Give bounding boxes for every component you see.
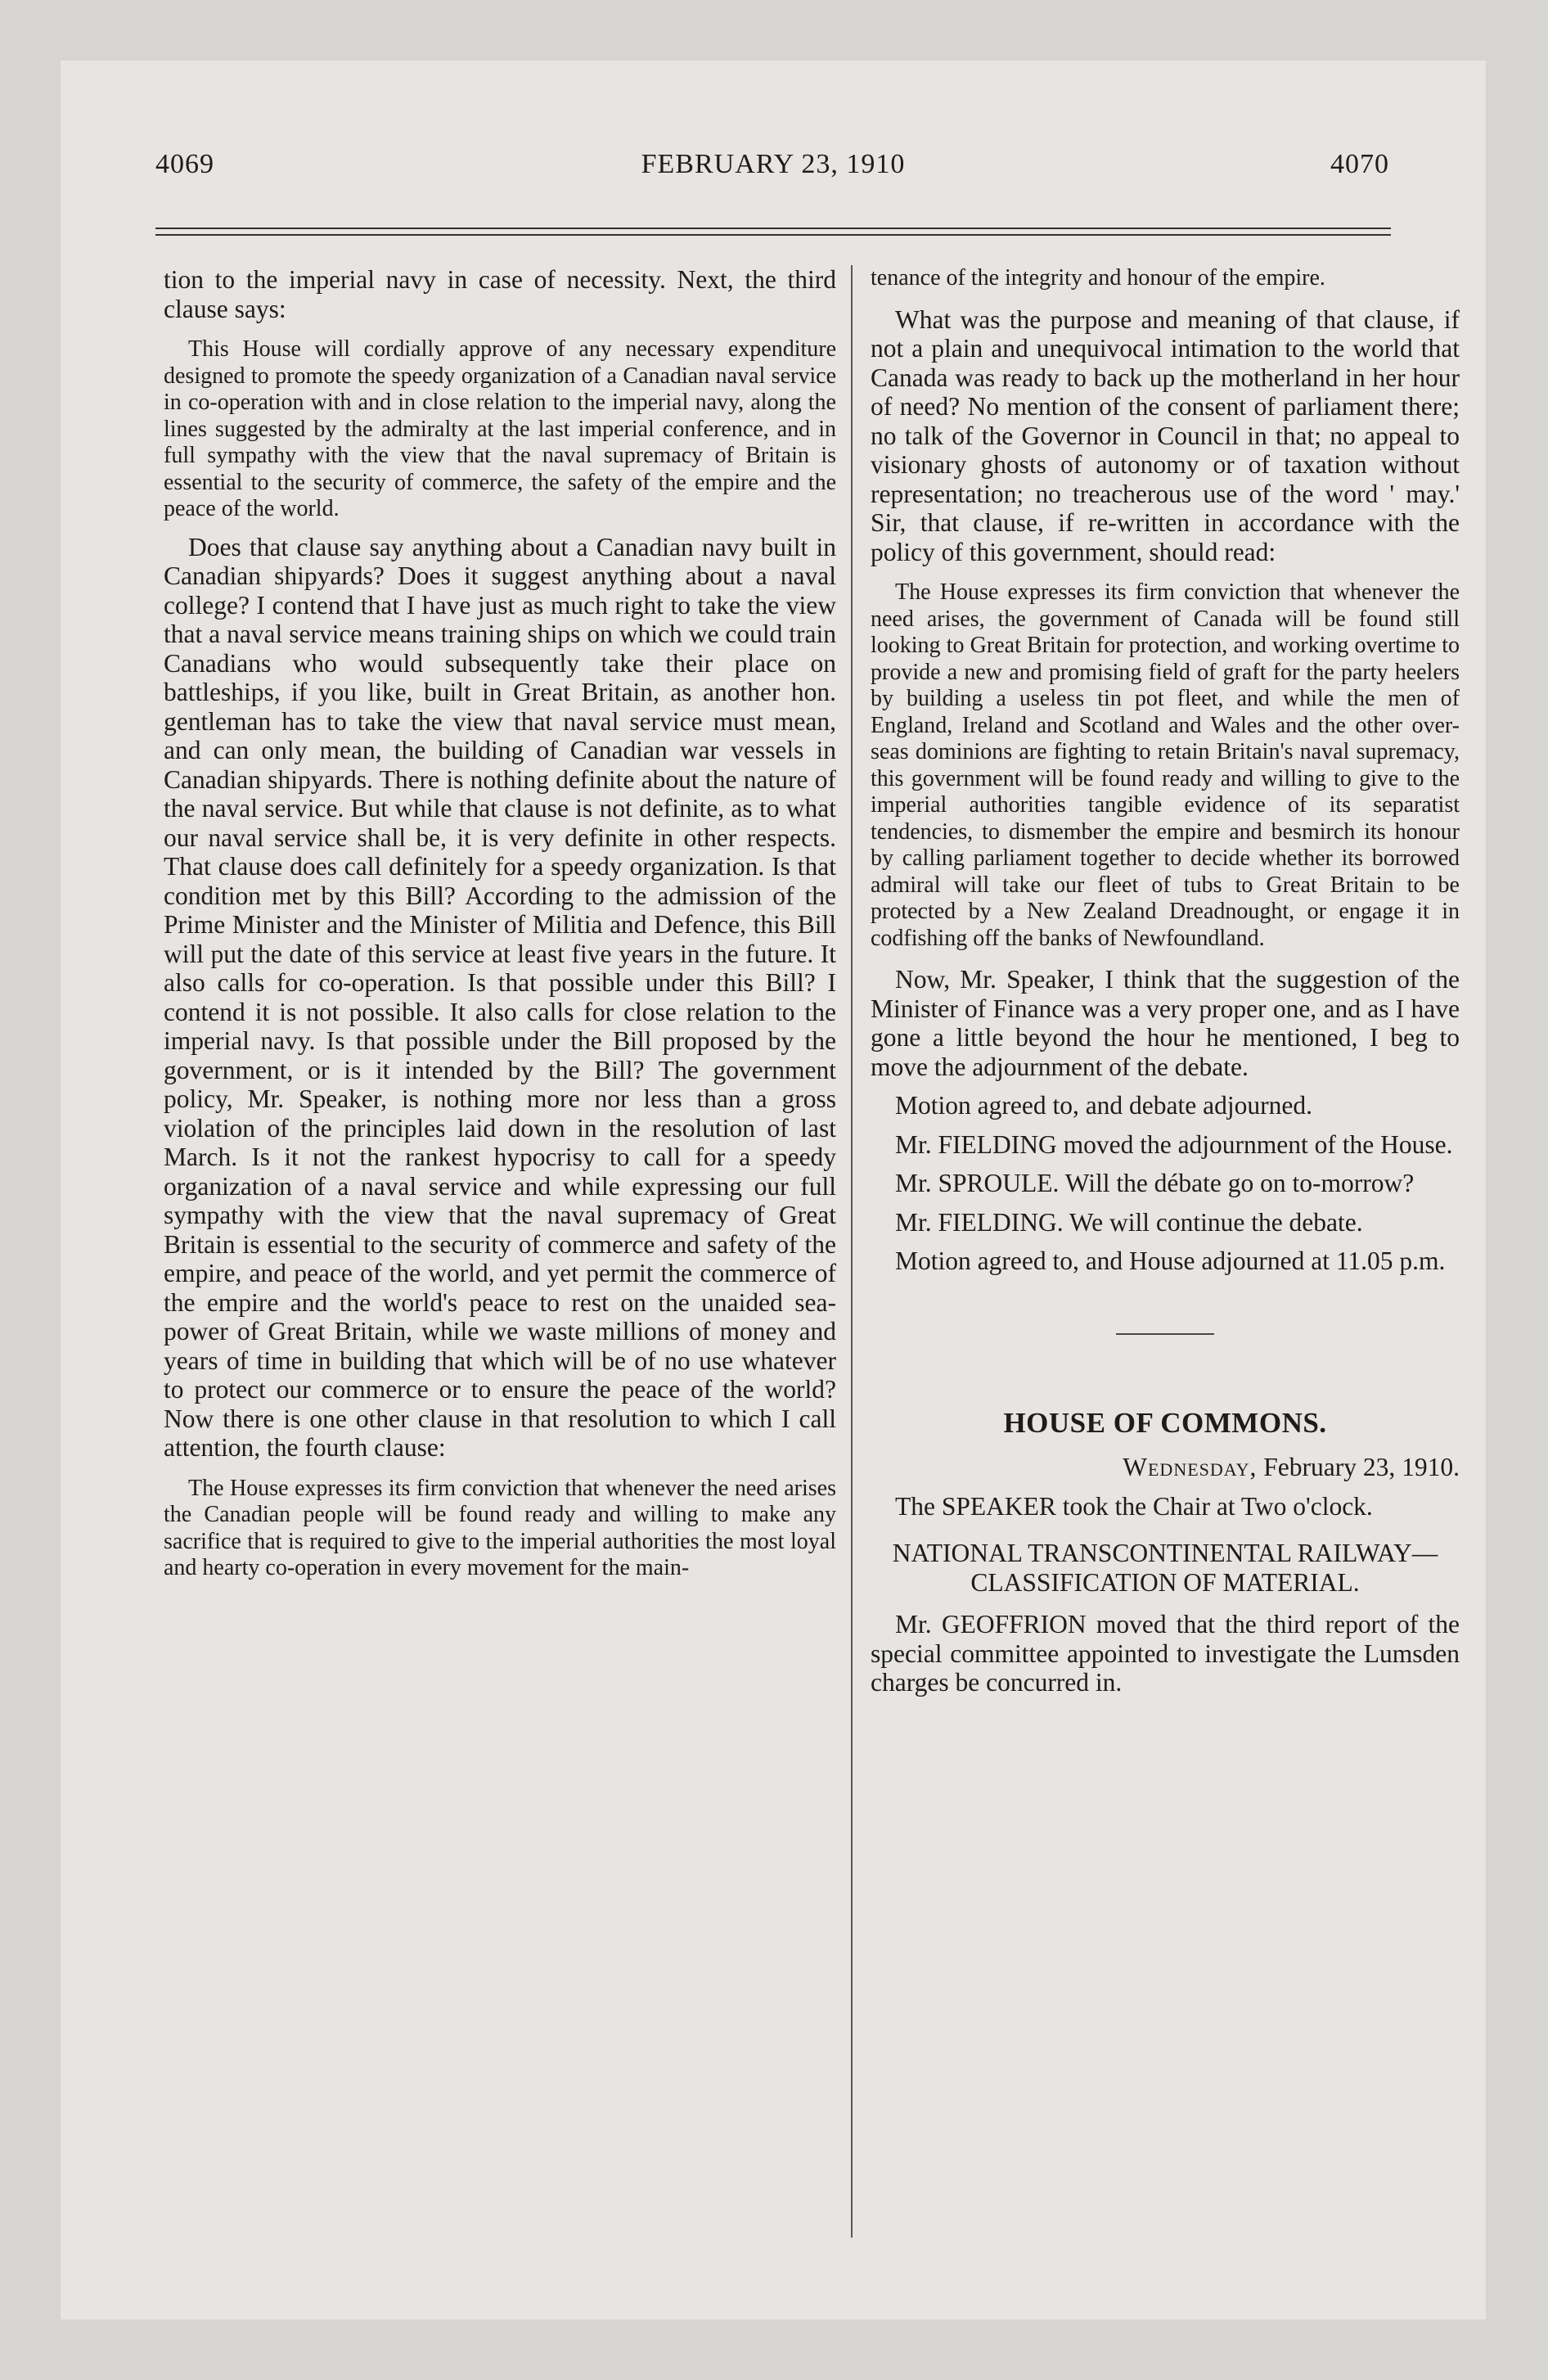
sitting-date-rest: February 23, 1910. [1257,1452,1460,1481]
column-divider [851,265,853,2238]
right-paragraph-1: What was the purpose and meaning of that clause, if not a plain and unequivocal intimation to the world that Canada was ready to back up the motherland in her hour of need? No mention of the consent of parliament there; no talk of the Governor in Council in that; no appeal to visionary ghosts of autonomy or of taxation without representation; no treacherous use of the word ' may.' Sir, that clause, if re-written in accordance with the policy of this government, should read: [871,304,1460,566]
sitting-date [871,1453,1460,1482]
fourth-clause-quote: The House expresses its firm conviction that whenever the need arises the Canadian people will be found ready and willing to make any sacrifice that is required to give to the imperial authorities the most loyal and hearty co-operation in every movement for the main- [164,1475,836,1580]
motion-agreed-debate: Motion agreed to, and debate adjourned. [895,1091,1312,1120]
header-double-rule [155,228,1391,239]
header-rule-bottom [155,234,1391,236]
geoffrion-motion: Mr. GEOFFRION moved that the third report of the special committee appointed to investigate the Lumsden charges be concurred in. [871,1610,1460,1697]
page-header [61,149,1486,190]
house-of-commons-title: HOUSE OF COMMONS. [1003,1406,1327,1439]
right-column [871,265,1460,1697]
house-adjourned: Motion agreed to, and House adjourned at 11.05 p.m. [895,1246,1446,1275]
left-column [164,265,836,1582]
sproule-question: Mr. SPROULE. Will the débate go on to-morrow? [895,1169,1415,1197]
adjournment-motion-speech: Now, Mr. Speaker, I think that the suggestion of the Minister of Finance was a very proper one, and as I have gone a little beyond the hour he mentioned, I beg to move the adjournment of the debate. [871,965,1460,1081]
left-paragraph-1: tion to the imperial navy in case of necessity. Next, the third clause says: [164,265,836,323]
hansard-page [61,61,1486,2319]
header-date: FEBRUARY 23, 1910 [641,149,906,179]
left-page-number: 4069 [155,149,214,179]
speaker-took-chair: The SPEAKER took the Chair at Two o'clock. [895,1491,1373,1521]
section-separator [1116,1333,1214,1335]
right-page-number: 4070 [1330,149,1389,179]
fielding-moves-adjournment: Mr. FIELDING moved the adjournment of the House. [895,1129,1453,1159]
sitting-weekday: Wednesday, [1123,1452,1258,1481]
rewritten-clause-quote: The House expresses its firm conviction that whenever the need arises, the government of Canada will be found still looking to Great Britain for protection, and working overtime to provide a new and promising field of graft for the party heelers by building a useless tin pot fleet, and while the men of England, Ireland and Scotland and Wales and the other over-seas dominions are fighting to retain Britain's naval supremacy, this government will be found ready and willing to give to the imperial authorities tangible evidence of its separatist tendencies, to dismember the empire and besmirch its honour by calling parliament together to decide whether its borrowed admiral will take our fleet of tubs to Great Britain to be protected by a New Zealand Dreadnought, or engage it in codfishing off the banks of Newfoundland. [871,579,1460,951]
header-rule-top [155,228,1391,229]
section-heading: NATIONAL TRANSCONTINENTAL RAILWAY—CLASSIFICATION OF MATERIAL. [892,1539,1438,1597]
fielding-reply: Mr. FIELDING. We will continue the debate. [895,1207,1363,1237]
left-paragraph-2: Does that clause say anything about a Canadian navy built in Canadian shipyards? Does it suggest anything about a naval college? I contend that I have just as much right to take the view that a naval service means training ships on which we could train Canadians who would subsequently take their place on battleships, if you like, built in Great Britain, as another hon. gentleman has to take the view that naval service must mean, and can only mean, the building of Canadian war vessels in Canadian shipyards. There is nothing definite about the nature of the naval service. But while that clause is not definite, as to what our naval service shall be, it is very definite in other respects. That clause does call definitely for a speedy organization. Is that condition met by this Bill? According to the admission of the Prime Minister and the Minister of Militia and Defence, this Bill will put the date of this service at least five years in the future. It also calls for co-operation. Is that possible under this Bill? I contend it is not possible. It also calls for close relation to the imperial navy. Is that possible under the Bill proposed by the government, or is it intended by the Bill? The government policy, Mr. Speaker, is nothing more nor less than a gross violation of the principles laid down in the resolution of last March. Is it not the rankest hypocrisy to call for a speedy organization of a naval service and while expressing our full sympathy with the view that the naval supremacy of Great Britain is essential to the security of commerce and safety of the empire, and peace of the world, and yet permit the commerce of the empire and the world's peace to rest on the unaided sea-power of Great Britain, while we waste millions of money and years of time in building that which will be of no use whatever to protect our commerce or to ensure the peace of the world? Now there is one other clause in that resolution to which I call attention, the fourth clause: [164,532,836,1462]
quote-continuation: tenance of the integrity and honour of the empire. [871,265,1325,291]
third-clause-quote: This House will cordially approve of any necessary expenditure designed to promote the speedy organization of a Canadian naval service in co-operation with and in close relation to the imperial navy, along the lines suggested by the admiralty at the last imperial conference, and in full sympathy with the view that the naval supremacy of Britain is essential to the security of commerce, the safety of the empire and the peace of the world. [164,336,836,521]
